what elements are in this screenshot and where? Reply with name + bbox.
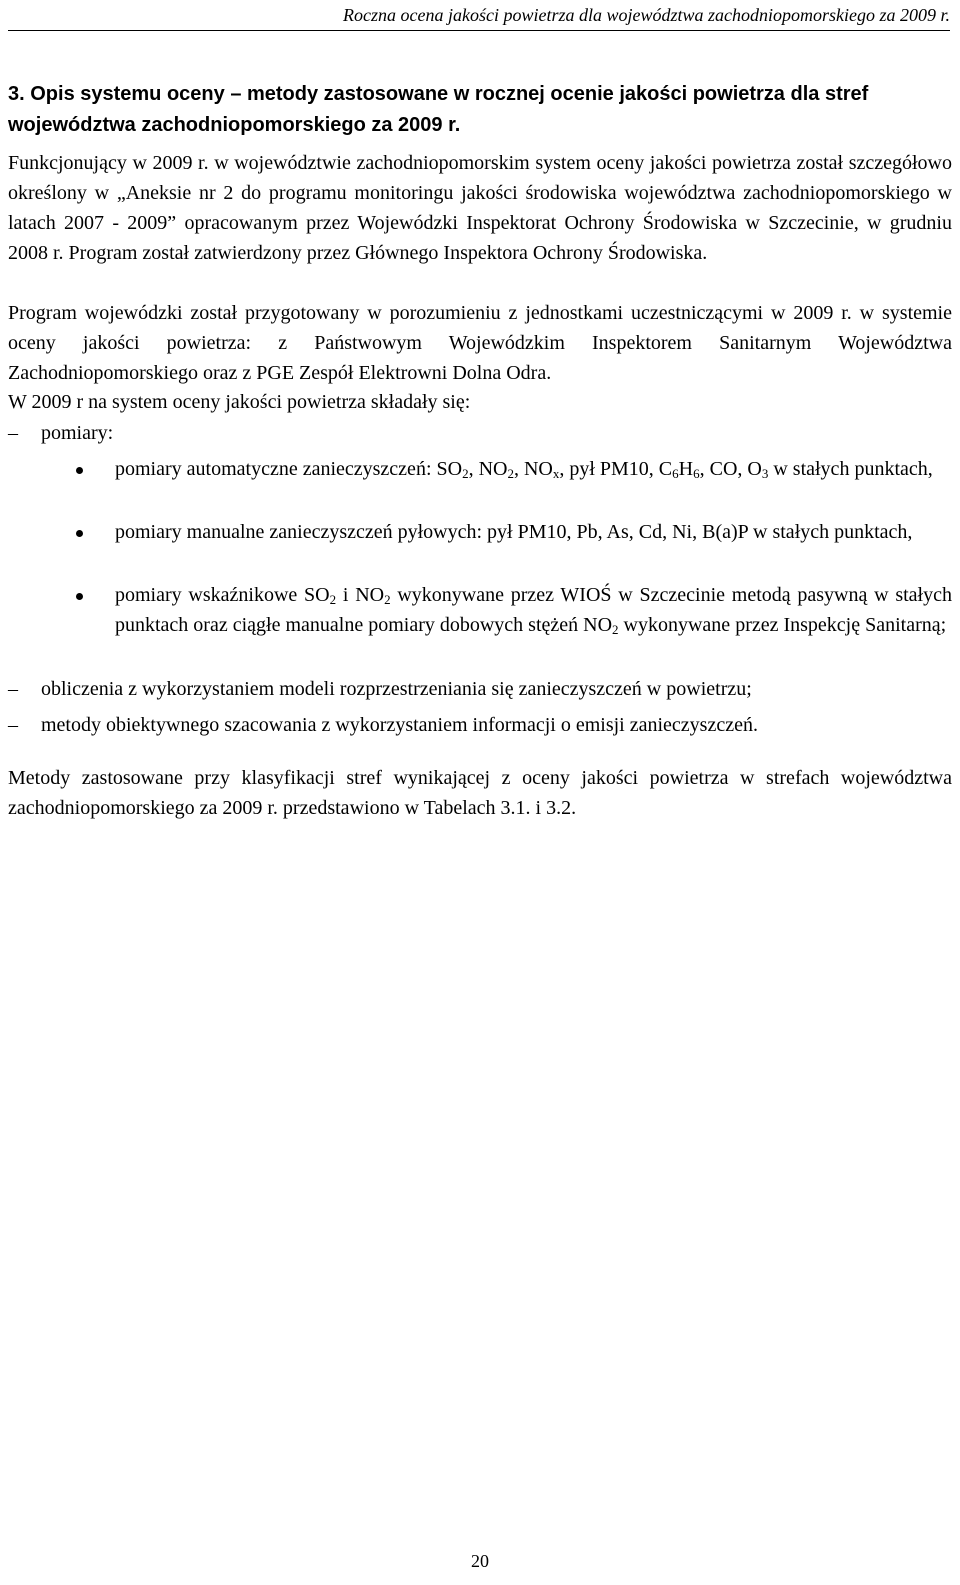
paragraph-system-description: Funkcjonujący w 2009 r. w województwie zachodniopomorskim system oceny jakości powietrza został szczegółowo określony w „Aneksie nr 2 do programu monitoringu jakości środowiska województwa zachodniopomorskiego w latach 2007 - 2009” opracowanym przez Wojewódzki Inspektorat Ochrony Środowiska w Szczecinie, w grudniu 2008 r. Program został zatwierdzony przez Głównego Inspektora Ochrony Środowiska. [8,152,952,264]
bullet-automatic-measurements [115,454,952,484]
bullet-manual-measurements [115,517,952,547]
bullet-text: pomiary wskaźnikowe $SO_2$ i $NO_2$ wykonywane przez WIOŚ w Szczecinie metodą pasywną w stałych punktach oraz ciągłe manualne pomiary dobowych stężeń $NO_2$ wykonywane przez Inspekcję Sanitarną; [115,584,952,637]
page-number: 20 [471,1551,489,1571]
dash-marker: – [8,422,18,444]
paragraph-classification-methods: Metody zastosowane przy klasyfikacji stref wynikającej z oceny jakości powietrza w strefach województwa zachodniopomorskiego za 2009 r. przedstawiono w Tabelach 3.1. i 3.2. [8,767,952,819]
bullet-text: pomiary manualne zanieczyszczeń pyłowych: pył PM10, Pb, As, Cd, Ni, B(a)P w stałych punktach, [115,521,913,543]
paragraph-program-cooperation: Program wojewódzki został przygotowany w porozumieniu z jednostkami uczestniczącymi w 2009 r. w systemie oceny jakości powietrza: z Państwowym Wojewódzkim Inspektorem Sanitarnym Województwa Zachodniopomorskiego oraz z PGE Zespół Elektrowni Dolna Odra. [8,302,952,384]
paragraph-system-components: W 2009 r na system oceny jakości powietrza składały się: [8,391,471,413]
bullet-indicative-measurements [115,580,952,640]
list-item-label: pomiary: [41,422,114,444]
bullet-text: pomiary automatyczne zanieczyszczeń: $SO_2$, $NO_2$, $NO_x$, pył PM10, $C_6H_6$, CO, $O_3$ w stałych punktach, [115,458,933,481]
bullet-dot-icon [76,530,83,537]
dash-marker: – [8,714,18,736]
bullet-dot-icon [76,467,83,474]
dash-marker: – [8,678,18,700]
list-item-label: metody obiektywnego szacowania z wykorzystaniem informacji o emisji zanieczyszczeń. [41,714,758,736]
list-item-label: obliczenia z wykorzystaniem modeli rozprzestrzeniania się zanieczyszczeń w powietrzu; [41,678,752,700]
running-header: Roczna ocena jakości powietrza dla województwa zachodniopomorskiego za 2009 r. [8,3,950,31]
section-heading: 3. Opis systemu oceny – metody zastosowane w rocznej ocenie jakości powietrza dla stref województwa zachodniopomorskiego za 2009 r. [8,83,869,136]
bullet-dot-icon [76,593,83,600]
